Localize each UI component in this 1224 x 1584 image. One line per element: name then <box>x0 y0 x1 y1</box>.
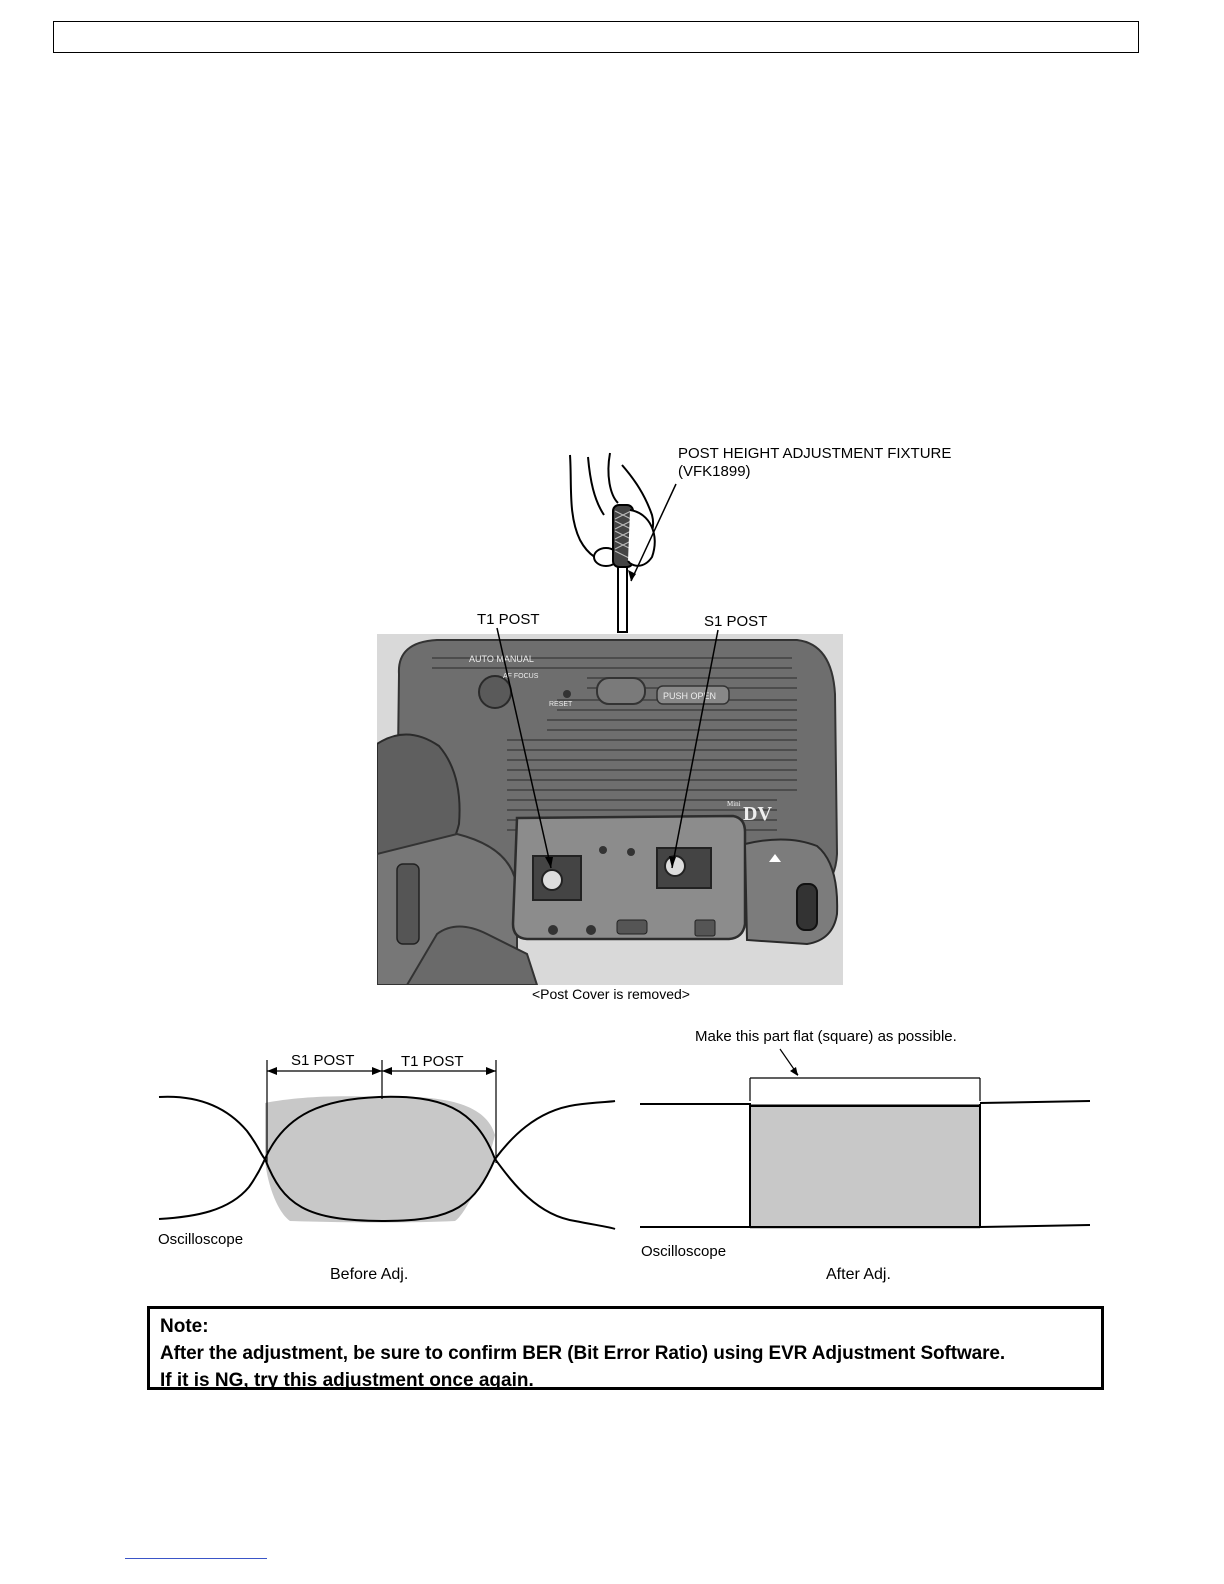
footer-link-underline[interactable] <box>125 1558 267 1559</box>
after-scope-label: Oscilloscope <box>641 1243 727 1260</box>
before-t1-label: T1 POST <box>401 1053 464 1070</box>
camera-logo-big: DV <box>743 803 772 825</box>
before-caption: Before Adj. <box>330 1266 409 1283</box>
camera-focus-text: AF FOCUS <box>503 673 539 680</box>
fixture-label: POST HEIGHT ADJUSTMENT FIXTURE <box>678 445 952 462</box>
after-instruction: Make this part flat (square) as possible. <box>695 1028 957 1045</box>
camera-logo-small: Mini <box>727 800 741 808</box>
note-line-2: If it is NG, try this adjustment once again. <box>160 1370 534 1391</box>
camera-mode-text: AUTO MANUAL <box>469 654 534 664</box>
before-s1-label: S1 POST <box>291 1052 355 1069</box>
fixture-part-number: (VFK1899) <box>678 463 751 480</box>
waveform-before <box>155 1055 617 1235</box>
t1-post-label: T1 POST <box>477 611 540 628</box>
s1-post-label: S1 POST <box>704 613 768 630</box>
after-caption: After Adj. <box>826 1266 891 1283</box>
note-box <box>147 1306 1104 1390</box>
note-title: Note: <box>160 1316 209 1337</box>
waveform-after <box>638 1075 1094 1235</box>
note-line-1: After the adjustment, be sure to confirm BER (Bit Error Ratio) using EVR Adjustment Software. <box>160 1343 1006 1364</box>
before-scope-label: Oscilloscope <box>158 1231 244 1248</box>
photo-caption: <Post Cover is removed> <box>532 986 690 1002</box>
camera-push-text: PUSH OPEN <box>663 691 717 701</box>
camera-reset-text: RESET <box>549 701 573 708</box>
